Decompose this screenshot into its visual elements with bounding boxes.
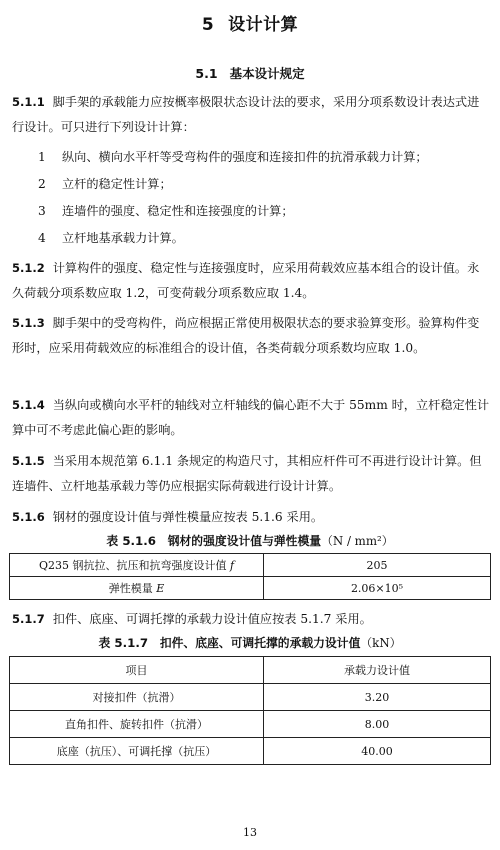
chapter-title bbox=[0, 10, 500, 35]
clause-text: 钢材的强度设计值与弹性模量应按表 5.1.6 采用。 bbox=[52, 510, 324, 524]
table-cell: 直角扣件、旋转扣件（抗滑） bbox=[10, 711, 264, 738]
table-cell: 40.00 bbox=[264, 738, 491, 765]
table-row bbox=[10, 554, 491, 577]
table-cell bbox=[10, 577, 264, 600]
table-row bbox=[10, 684, 491, 711]
clause-number: 5.1.5 bbox=[12, 454, 45, 468]
column-header: 项目 bbox=[10, 657, 264, 684]
row-label: Q235 钢抗拉、抗压和抗弯强度设计值 bbox=[38, 559, 227, 572]
column-header: 承载力设计值 bbox=[264, 657, 491, 684]
table-unit: （kN） bbox=[360, 636, 402, 650]
clause-number: 5.1.7 bbox=[12, 612, 45, 626]
table-cell: 2.06×10⁵ bbox=[264, 577, 491, 600]
clause-5-1-6 bbox=[12, 505, 490, 530]
clause-5-1-3 bbox=[12, 311, 490, 361]
table-row bbox=[10, 577, 491, 600]
table-cell: 8.00 bbox=[264, 711, 491, 738]
clause-text: 当采用本规范第 6.1.1 条规定的构造尺寸，其相应杆件可不再进行设计计算。但连墙件、立杆地基承载力等仍应根据实际荷载进行设计计算。 bbox=[12, 454, 482, 493]
clause-5-1-5 bbox=[12, 449, 490, 499]
table-cell: 底座（抗压）、可调托撑（抗压） bbox=[10, 738, 264, 765]
list-item-4 bbox=[38, 226, 488, 251]
clause-number: 5.1.4 bbox=[12, 398, 45, 412]
row-symbol: f bbox=[229, 559, 235, 572]
page-number: 13 bbox=[243, 826, 257, 839]
clause-text: 扣件、底座、可调托撑的承载力设计值应按表 5.1.7 采用。 bbox=[52, 612, 372, 626]
table-5-1-7 bbox=[9, 656, 491, 765]
section-title-text: 基本设计规定 bbox=[229, 66, 305, 81]
list-item-number: 4 bbox=[38, 231, 46, 245]
section-number: 5.1 bbox=[195, 66, 218, 81]
table-cell: 对接扣件（抗滑） bbox=[10, 684, 264, 711]
table-cell: 3.20 bbox=[264, 684, 491, 711]
table-cell: 205 bbox=[264, 554, 491, 577]
list-item-text: 立杆的稳定性计算； bbox=[62, 177, 172, 191]
list-item-text: 连墙件的强度、稳定性和连接强度的计算； bbox=[62, 204, 294, 218]
list-item-3 bbox=[38, 199, 488, 224]
clause-text: 计算构件的强度、稳定性与连接强度时，应采用荷载效应基本组合的设计值。永久荷载分项系数应取 1.2，可变荷载分项系数应取 1.4。 bbox=[12, 261, 480, 300]
table-5-1-7-caption bbox=[0, 634, 500, 651]
row-label: 弹性模量 bbox=[108, 582, 153, 595]
clause-text: 脚手架的承载能力应按概率极限状态设计法的要求，采用分项系数设计表达式进行设计。可只进行下列设计计算： bbox=[12, 95, 480, 134]
clause-5-1-2 bbox=[12, 256, 490, 306]
clause-5-1-1 bbox=[12, 90, 490, 140]
list-item-number: 3 bbox=[38, 204, 46, 218]
clause-number: 5.1.3 bbox=[12, 316, 45, 330]
table-cell bbox=[10, 554, 264, 577]
list-item-number: 2 bbox=[38, 177, 46, 191]
clause-5-1-7 bbox=[12, 607, 490, 632]
clause-number: 5.1.2 bbox=[12, 261, 45, 275]
list-item-2 bbox=[38, 172, 488, 197]
chapter-number: 5 bbox=[201, 15, 215, 35]
table-row bbox=[10, 711, 491, 738]
list-item-text: 立杆地基承载力计算。 bbox=[62, 231, 184, 245]
table-header-row bbox=[10, 657, 491, 684]
list-item-1 bbox=[38, 145, 488, 170]
row-symbol: E bbox=[156, 582, 165, 595]
table-caption-text: 表 5.1.7 扣件、底座、可调托撑的承载力设计值 bbox=[98, 636, 361, 650]
table-row bbox=[10, 738, 491, 765]
clause-5-1-4 bbox=[12, 393, 490, 443]
table-5-1-6 bbox=[9, 553, 491, 600]
list-item-text: 纵向、横向水平杆等受弯构件的强度和连接扣件的抗滑承载力计算； bbox=[62, 150, 428, 164]
clause-text: 脚手架中的受弯构件，尚应根据正常使用极限状态的要求验算变形。验算构件变形时，应采用荷载效应的标准组合的设计值，各类荷载分项系数均应取 1.0。 bbox=[12, 316, 480, 355]
clause-number: 5.1.6 bbox=[12, 510, 45, 524]
chapter-title-text: 设计计算 bbox=[228, 15, 299, 35]
table-5-1-6-caption bbox=[0, 532, 500, 549]
section-title bbox=[0, 64, 500, 82]
clause-number: 5.1.1 bbox=[12, 95, 45, 109]
table-caption-text: 表 5.1.6 钢材的强度设计值与弹性模量 bbox=[106, 534, 322, 548]
table-unit: （N / mm²） bbox=[321, 534, 394, 548]
clause-text: 当纵向或横向水平杆的轴线对立杆轴线的偏心距不大于 55mm 时，立杆稳定性计算中可不考虑此偏心距的影响。 bbox=[12, 398, 490, 437]
list-item-number: 1 bbox=[38, 150, 46, 164]
